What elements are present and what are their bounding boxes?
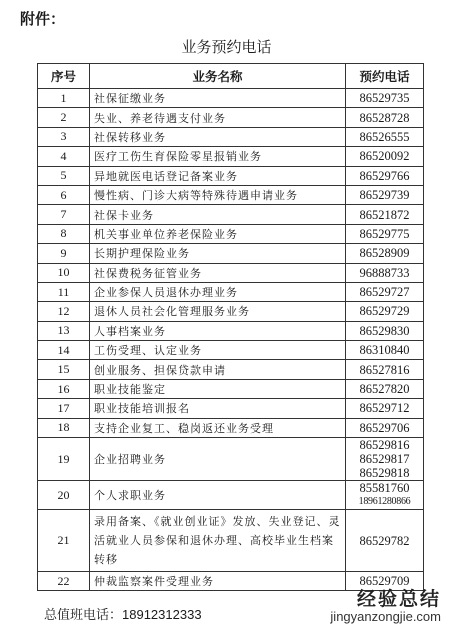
table-row [38, 127, 424, 146]
table-row [38, 147, 424, 166]
appointment-phone [346, 360, 424, 379]
business-name: 个人求职业务 [90, 481, 346, 510]
table-row [38, 418, 424, 437]
table-row [38, 399, 424, 418]
business-name: 医疗工伤生育保险零星报销业务 [90, 147, 346, 166]
appointment-phone [346, 185, 424, 204]
appointment-phone [346, 263, 424, 282]
phone-number: 86527820 [359, 382, 410, 397]
page-title: 业务预约电话 [181, 38, 272, 56]
table-row [38, 108, 424, 127]
row-number: 7 [38, 205, 90, 224]
row-number: 12 [38, 302, 90, 321]
appointment-phone [346, 399, 424, 418]
table-row [38, 510, 424, 572]
duty-phone-line [44, 604, 202, 623]
table-row [38, 224, 424, 243]
phone-number: 86529782 [359, 533, 410, 548]
row-number: 9 [38, 244, 90, 263]
appointment-phone [346, 244, 424, 263]
phone-number: 86529709 [359, 574, 410, 589]
business-name: 工伤受理、认定业务 [90, 341, 346, 360]
appointment-phone [346, 127, 424, 146]
row-number: 3 [38, 127, 90, 146]
appointment-phone [346, 510, 424, 572]
phone-number: 86528728 [359, 110, 410, 125]
row-number: 20 [38, 481, 90, 510]
table-row [38, 302, 424, 321]
appointment-phone [346, 89, 424, 108]
business-name: 社保费税务征管业务 [90, 263, 346, 282]
duty-phone-label: 总值班电话： [44, 608, 123, 623]
row-number: 16 [38, 379, 90, 398]
business-name: 社保征缴业务 [90, 89, 346, 108]
phone-number: 86526555 [359, 129, 410, 144]
phone-number: 86529775 [359, 226, 410, 241]
phone-number: 86529818 [359, 466, 410, 481]
row-number: 4 [38, 147, 90, 166]
table-row [38, 481, 424, 510]
row-number: 13 [38, 321, 90, 340]
table-row [38, 205, 424, 224]
phone-number: 86529735 [359, 91, 410, 106]
row-number: 11 [38, 282, 90, 301]
column-header-number: 序号 [38, 64, 90, 89]
column-header-business-name: 业务名称 [90, 64, 346, 89]
phone-number: 86529830 [359, 323, 410, 338]
phone-number: 86527816 [359, 362, 410, 377]
table-row [38, 438, 424, 481]
table-row [38, 360, 424, 379]
business-name: 职业技能鉴定 [90, 379, 346, 398]
business-name: 人事档案业务 [90, 321, 346, 340]
phone-number: 86529817 [359, 452, 410, 467]
phone-number: 86310840 [359, 343, 410, 358]
phone-number: 86529729 [359, 304, 410, 319]
phone-number: 86529739 [359, 188, 410, 203]
phone-number: 18961280866 [358, 496, 411, 508]
business-name: 企业招聘业务 [90, 438, 346, 481]
table-body [38, 89, 424, 591]
row-number: 2 [38, 108, 90, 127]
appointment-phone [346, 147, 424, 166]
table-row [38, 166, 424, 185]
appointment-phone [346, 481, 424, 510]
row-number: 17 [38, 399, 90, 418]
appointment-phone [346, 108, 424, 127]
row-number: 1 [38, 89, 90, 108]
row-number: 19 [38, 438, 90, 481]
table-row [38, 321, 424, 340]
phone-number: 86529712 [359, 401, 410, 416]
appointment-phone [346, 438, 424, 481]
business-name: 社保转移业务 [90, 127, 346, 146]
business-name: 创业服务、担保贷款申请 [90, 360, 346, 379]
appointment-phone [346, 282, 424, 301]
business-name: 慢性病、门诊大病等特殊待遇申请业务 [90, 185, 346, 204]
appointment-phone [346, 418, 424, 437]
business-name: 职业技能培训报名 [90, 399, 346, 418]
phone-number: 86520092 [359, 149, 410, 164]
appointment-phone [346, 205, 424, 224]
business-name: 仲裁监察案件受理业务 [90, 572, 346, 591]
appointment-phone [346, 302, 424, 321]
row-number: 5 [38, 166, 90, 185]
appointment-phone [346, 379, 424, 398]
business-name: 失业、养老待遇支付业务 [90, 108, 346, 127]
appointment-phone [346, 341, 424, 360]
row-number: 22 [38, 572, 90, 591]
row-number: 14 [38, 341, 90, 360]
column-header-phone: 预约电话 [346, 64, 424, 89]
business-name: 异地就医电话登记备案业务 [90, 166, 346, 185]
row-number: 10 [38, 263, 90, 282]
business-name: 机关事业单位养老保险业务 [90, 224, 346, 243]
table-row [38, 341, 424, 360]
business-name: 支持企业复工、稳岗返还业务受理 [90, 418, 346, 437]
appointment-phone-table [37, 63, 424, 591]
appointment-phone [346, 166, 424, 185]
row-number: 8 [38, 224, 90, 243]
table-row [38, 379, 424, 398]
row-number: 6 [38, 185, 90, 204]
business-name: 社保卡业务 [90, 205, 346, 224]
table-header-row [38, 64, 424, 89]
appointment-phone [346, 224, 424, 243]
watermark-url: jingyanzongjie.com [330, 609, 441, 624]
business-name: 退休人员社会化管理服务业务 [90, 302, 346, 321]
phone-number: 86529816 [359, 438, 410, 453]
phone-number: 96888733 [359, 265, 410, 280]
appointment-phone [346, 321, 424, 340]
table-row [38, 185, 424, 204]
business-name: 长期护理保险业务 [90, 244, 346, 263]
phone-number: 86521872 [359, 207, 410, 222]
business-name: 企业参保人员退休办理业务 [90, 282, 346, 301]
phone-number: 85581760 [359, 481, 410, 496]
duty-phone-number: 18912312333 [122, 607, 202, 622]
phone-number: 86528909 [359, 246, 410, 261]
business-name: 录用备案、《就业创业证》发放、失业登记、灵活就业人员参保和退休办理、高校毕业生档案转移 [90, 510, 346, 572]
table-row [38, 282, 424, 301]
watermark [330, 584, 441, 624]
row-number: 21 [38, 510, 90, 572]
row-number: 15 [38, 360, 90, 379]
phone-number: 86529766 [359, 168, 410, 183]
row-number: 18 [38, 418, 90, 437]
phone-number: 86529727 [359, 285, 410, 300]
phone-number: 86529706 [359, 420, 410, 435]
table-row [38, 263, 424, 282]
table-row [38, 89, 424, 108]
table-row [38, 244, 424, 263]
attachment-label: 附件： [20, 10, 66, 28]
watermark-logo-text: 经验总结 [356, 588, 441, 610]
